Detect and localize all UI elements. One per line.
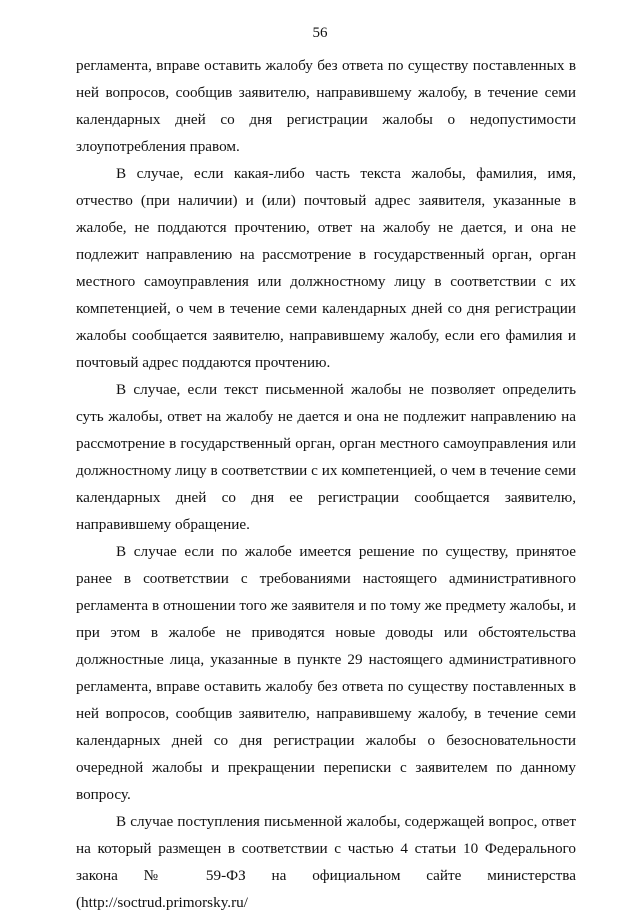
paragraph-3: В случае, если текст письменной жалобы не позволяет определить суть жалобы, ответ на жалобу не дается и она не подлежит направлению на рассмотрение в государственный орган, орган местного самоуправления или должностному лицу в соответствии с их компетенцией, о чем в течение семи календарных дней со дня ее регистрации сообщается заявителю, направившему обращение. xyxy=(76,381,576,533)
page-number: 56 xyxy=(312,25,328,41)
paragraph-1: регламента, вправе оставить жалобу без ответа по существу поставленных в ней вопросов, сообщив заявителю, направившему жалобу, в течение семи календарных дней со дня регистрации жалобы о недопустимости злоупотребления правом. xyxy=(76,57,576,155)
paragraph-2: В случае, если какая-либо часть текста жалобы, фамилия, имя, отчество (при наличии) и (или) почтовый адрес заявителя, указанные в жалобе, не поддаются прочтению, ответ на жалобу не дается, и она не подлежит направлению на рассмотрение в государственный орган, орган местного самоуправления или должностному лицу в соответствии с их компетенцией, о чем в течение семи календарных дней со дня регистрации жалобы сообщается заявителю, направившему жалобу, если его фамилия и почтовый адрес поддаются прочтению. xyxy=(76,165,576,371)
document-body xyxy=(76,52,576,916)
paragraph-4: В случае если по жалобе имеется решение по существу, принятое ранее в соответствии с требованиями настоящего административного регламента в отношении того же заявителя и по тому же предмету жалобы, и при этом в жалобе не приводятся новые доводы или обстоятельства должностные лица, указанные в пункте 29 настоящего административного регламента, вправе оставить жалобу без ответа по существу поставленных в ней вопросов, сообщив заявителю, направившему жалобу, в течение семи календарных дней со дня регистрации жалобы о безосновательности очередной жалобы и прекращении переписки с заявителем по данному вопросу. xyxy=(76,543,576,803)
paragraph-5: В случае поступления письменной жалобы, содержащей вопрос, ответ на который размещен в соответствии с частью 4 статьи 10 Федерального закона № 59-ФЗ на официальном сайте министерства (http://soctrud.primorsky.ru/ xyxy=(76,813,576,911)
